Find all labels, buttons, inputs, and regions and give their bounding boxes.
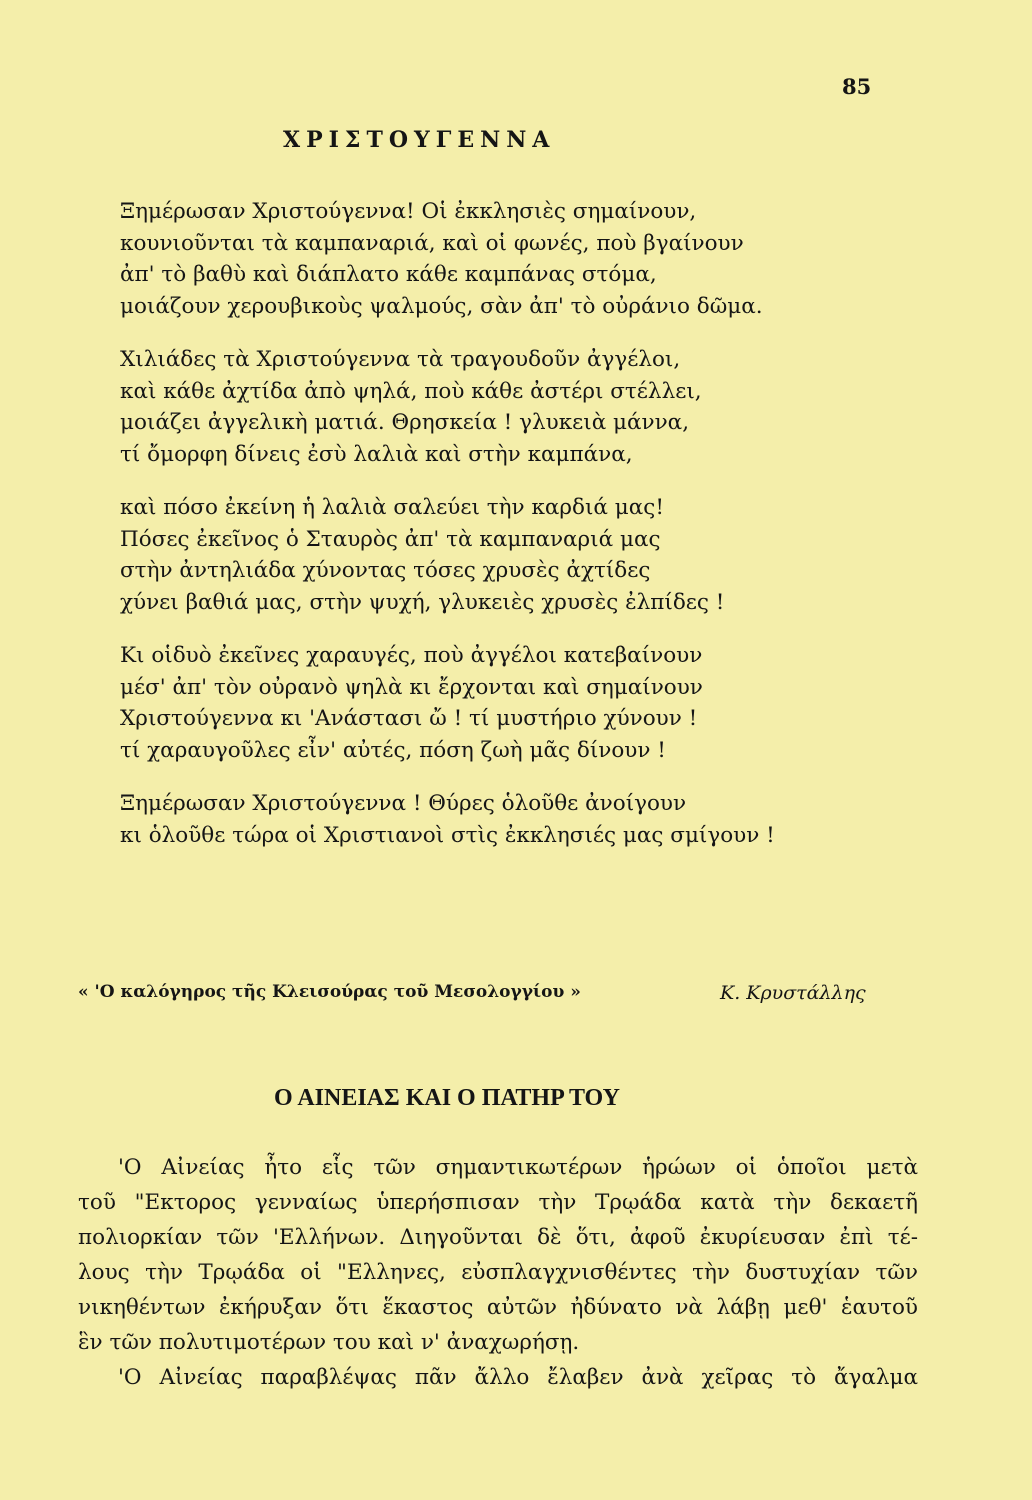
paragraph	[78, 1150, 918, 1360]
page-number: 85	[842, 74, 872, 99]
poem-body	[120, 196, 900, 866]
poem-line: μέσ' ἀπ' τὸν οὐρανὸ ψηλὰ κι ἔρχονται καὶ σημαίνουν	[120, 674, 703, 700]
text-line: τοῦ "Εκτορος γενναίως ὑπερήσπισαν τὴν Τρῳάδα κατὰ τὴν δεκαετῆ	[78, 1190, 918, 1215]
poem-line: κουνιοῦνται τὰ καμπαναριά, καὶ οἱ φωνές, ποὺ βγαίνουν	[120, 230, 744, 256]
poem-line: Χριστούγεννα κι 'Ανάστασι ὤ ! τί μυστήριο χύνουν !	[120, 706, 698, 731]
text-line: λους τὴν Τρῳάδα οἱ "Ελληνες, εὐσπλαγχνισθέντες τὴν δυστυχίαν τῶν	[78, 1260, 918, 1285]
stanza	[120, 788, 900, 851]
story-body	[78, 1150, 918, 1395]
poem-line: τί ὄμορφη δίνεις ἐσὺ λαλιὰ καὶ στὴν καμπάνα,	[120, 441, 633, 467]
text-line: ἓν τῶν πολυτιμοτέρων του καὶ ν' ἀναχωρήσῃ.	[78, 1330, 580, 1355]
poem-line: στὴν ἀντηλιάδα χύνοντας τόσες χρυσὲς ἀχτίδες	[120, 558, 651, 583]
text-line: νικηθέντων ἐκήρυξαν ὅτι ἕκαστος αὐτῶν ἠδύνατο νὰ λάβῃ μεθ' ἑαυτοῦ	[78, 1295, 918, 1320]
poem-line: Ξημέρωσαν Χριστούγεννα ! Θύρες ὁλοῦθε ἀνοίγουν	[120, 791, 687, 816]
poem-line: Ξημέρωσαν Χριστούγεννα! Οἱ ἐκκλησιὲς σημαίνουν,	[120, 199, 697, 224]
poem-line: κι ὁλοῦθε τώρα οἱ Χριστιανοὶ στὶς ἐκκλησιές μας σμίγουν !	[120, 822, 775, 848]
poem-line: μοιάζει ἀγγελικὴ ματιά. Θρησκεία ! γλυκειὰ μάννα,	[120, 410, 690, 435]
poem-line: Πόσες ἐκεῖνος ὁ Σταυρὸς ἀπ' τὰ καμπαναριά μας	[120, 526, 661, 552]
poem-line: καὶ πόσο ἐκείνη ἡ λαλιὰ σαλεύει τὴν καρδιά μας!	[120, 495, 664, 520]
poem-author: Κ. Κρυστάλλης	[720, 982, 866, 1004]
stanza	[120, 344, 900, 470]
poem-line: χύνει βαθιά μας, στὴν ψυχή, γλυκειὲς χρυσὲς ἐλπίδες !	[120, 589, 725, 615]
poem-line: μοιάζουν χερουβικοὺς ψαλμούς, σὰν ἀπ' τὸ οὐράνιο δῶμα.	[120, 293, 763, 319]
poem-line: Κι οἱδυὸ ἐκεῖνες χαραυγές, ποὺ ἀγγέλοι κατεβαίνουν	[120, 643, 703, 668]
text-line: 'Ο Αἰνείας ἦτο εἷς τῶν σημαντικωτέρων ἡρώων οἱ ὁποῖοι μετὰ	[118, 1155, 918, 1180]
stanza	[120, 492, 900, 618]
poem-line: καὶ κάθε ἀχτίδα ἀπὸ ψηλά, ποὺ κάθε ἀστέρι στέλλει,	[120, 378, 702, 404]
text-line: πολιορκίαν τῶν 'Ελλήνων. Διηγοῦνται δὲ ὅτι, ἀφοῦ ἐκυρίευσαν ἐπὶ τέ-	[78, 1225, 918, 1250]
poem-line: Χιλιάδες τὰ Χριστούγεννα τὰ τραγουδοῦν ἀγγέλοι,	[120, 347, 681, 372]
poem-source: « 'Ο καλόγηρος τῆς Κλεισούρας τοῦ Μεσολογγίου »	[78, 982, 581, 1002]
paragraph	[78, 1360, 918, 1395]
stanza	[120, 640, 900, 766]
poem-title: ΧΡΙΣΤΟΥΓΕΝΝΑ	[283, 127, 556, 153]
story-title: Ο ΑΙΝΕΙΑΣ ΚΑΙ Ο ΠΑΤΗΡ ΤΟΥ	[274, 1085, 620, 1111]
stanza	[120, 196, 900, 322]
text-line: 'Ο Αἰνείας παραβλέψας πᾶν ἄλλο ἔλαβεν ἀνὰ χεῖρας τὸ ἄγαλμα	[118, 1365, 918, 1390]
poem-line: τί χαραυγοῦλες εἶν' αὐτές, πόση ζωὴ μᾶς δίνουν !	[120, 737, 666, 763]
poem-line: ἀπ' τὸ βαθὺ καὶ διάπλατο κάθε καμπάνας στόμα,	[120, 262, 657, 287]
